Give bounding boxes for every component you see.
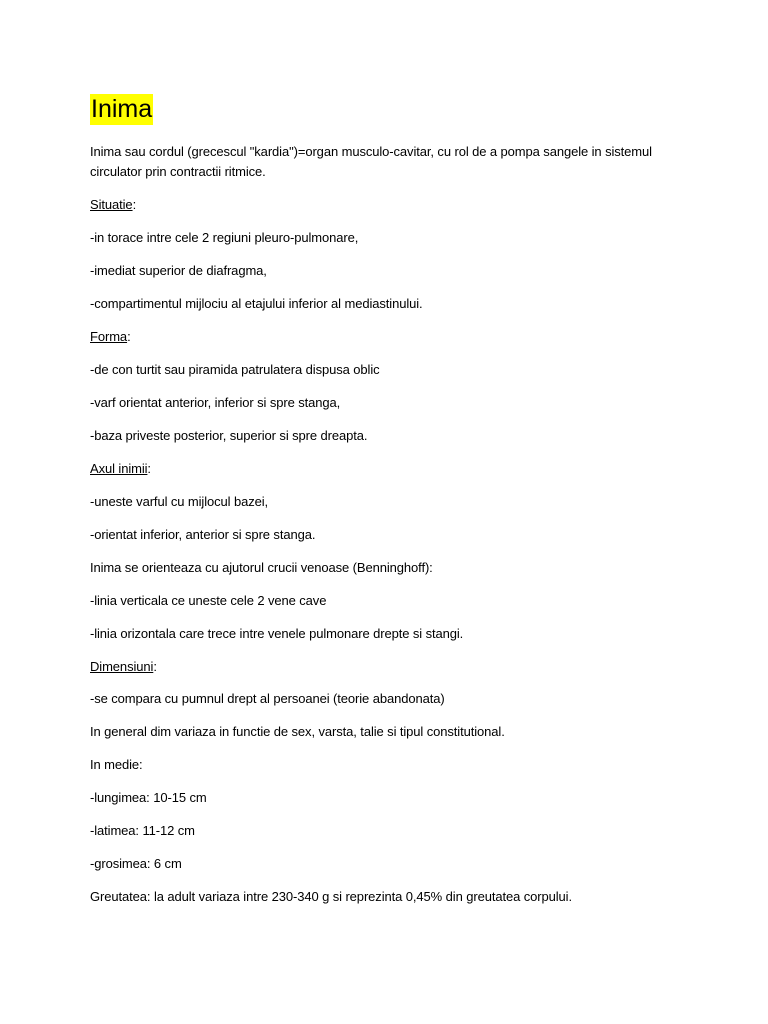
axul-item-1: -uneste varful cu mijlocul bazei, — [90, 494, 269, 509]
situatie-heading-text: Situatie — [90, 197, 133, 212]
dimensiuni-heading-text: Dimensiuni — [90, 659, 154, 674]
dimensiuni-item-4: -lungimea: 10-15 cm — [90, 790, 207, 805]
axul-heading-colon: : — [147, 461, 151, 476]
dimensiuni-item-3: In medie: — [90, 757, 143, 772]
page-title: Inima — [91, 95, 153, 123]
axul-heading-text: Axul inimii — [90, 461, 148, 476]
greutatea-line: Greutatea: la adult variaza intre 230-340 g si reprezinta 0,45% din greutatea corpului. — [90, 889, 572, 904]
cruce-intro: Inima se orienteaza cu ajutorul crucii venoase (Benninghoff): — [90, 560, 433, 575]
section-heading-situatie — [90, 195, 136, 215]
dimensiuni-heading-colon: : — [153, 659, 157, 674]
dimensiuni-item-6: -grosimea: 6 cm — [90, 856, 182, 871]
dimensiuni-item-1: -se compara cu pumnul drept al persoanei (teorie abandonata) — [90, 691, 445, 706]
axul-item-2: -orientat inferior, anterior si spre stanga. — [90, 527, 316, 542]
section-heading-axul — [90, 459, 151, 479]
situatie-item-2: -imediat superior de diafragma, — [90, 263, 267, 278]
intro-line-2: circulator prin contractii ritmice. — [90, 164, 266, 179]
dimensiuni-item-2: In general dim variaza in functie de sex, varsta, talie si tipul constitutional. — [90, 724, 505, 739]
forma-item-3: -baza priveste posterior, superior si spre dreapta. — [90, 428, 368, 443]
situatie-item-1: -in torace intre cele 2 regiuni pleuro-pulmonare, — [90, 230, 359, 245]
dimensiuni-item-5: -latimea: 11-12 cm — [90, 823, 195, 838]
intro-line-1: Inima sau cordul (grecescul "kardia")=organ musculo-cavitar, cu rol de a pompa sangele in sistemul — [90, 144, 652, 159]
section-heading-dimensiuni — [90, 657, 157, 677]
situatie-heading-colon: : — [132, 197, 137, 212]
situatie-item-3: -compartimentul mijlociu al etajului inferior al mediastinului. — [90, 296, 423, 311]
section-heading-forma — [90, 327, 131, 347]
forma-item-1: -de con turtit sau piramida patrulatera dispusa oblic — [90, 362, 380, 377]
forma-heading-text: Forma — [90, 329, 128, 344]
forma-item-2: -varf orientat anterior, inferior si spre stanga, — [90, 395, 341, 410]
cruce-item-2: -linia orizontala care trece intre venele pulmonare drepte si stangi. — [90, 626, 464, 641]
forma-heading-colon: : — [127, 329, 131, 344]
cruce-item-1: -linia verticala ce uneste cele 2 vene cave — [90, 593, 327, 608]
